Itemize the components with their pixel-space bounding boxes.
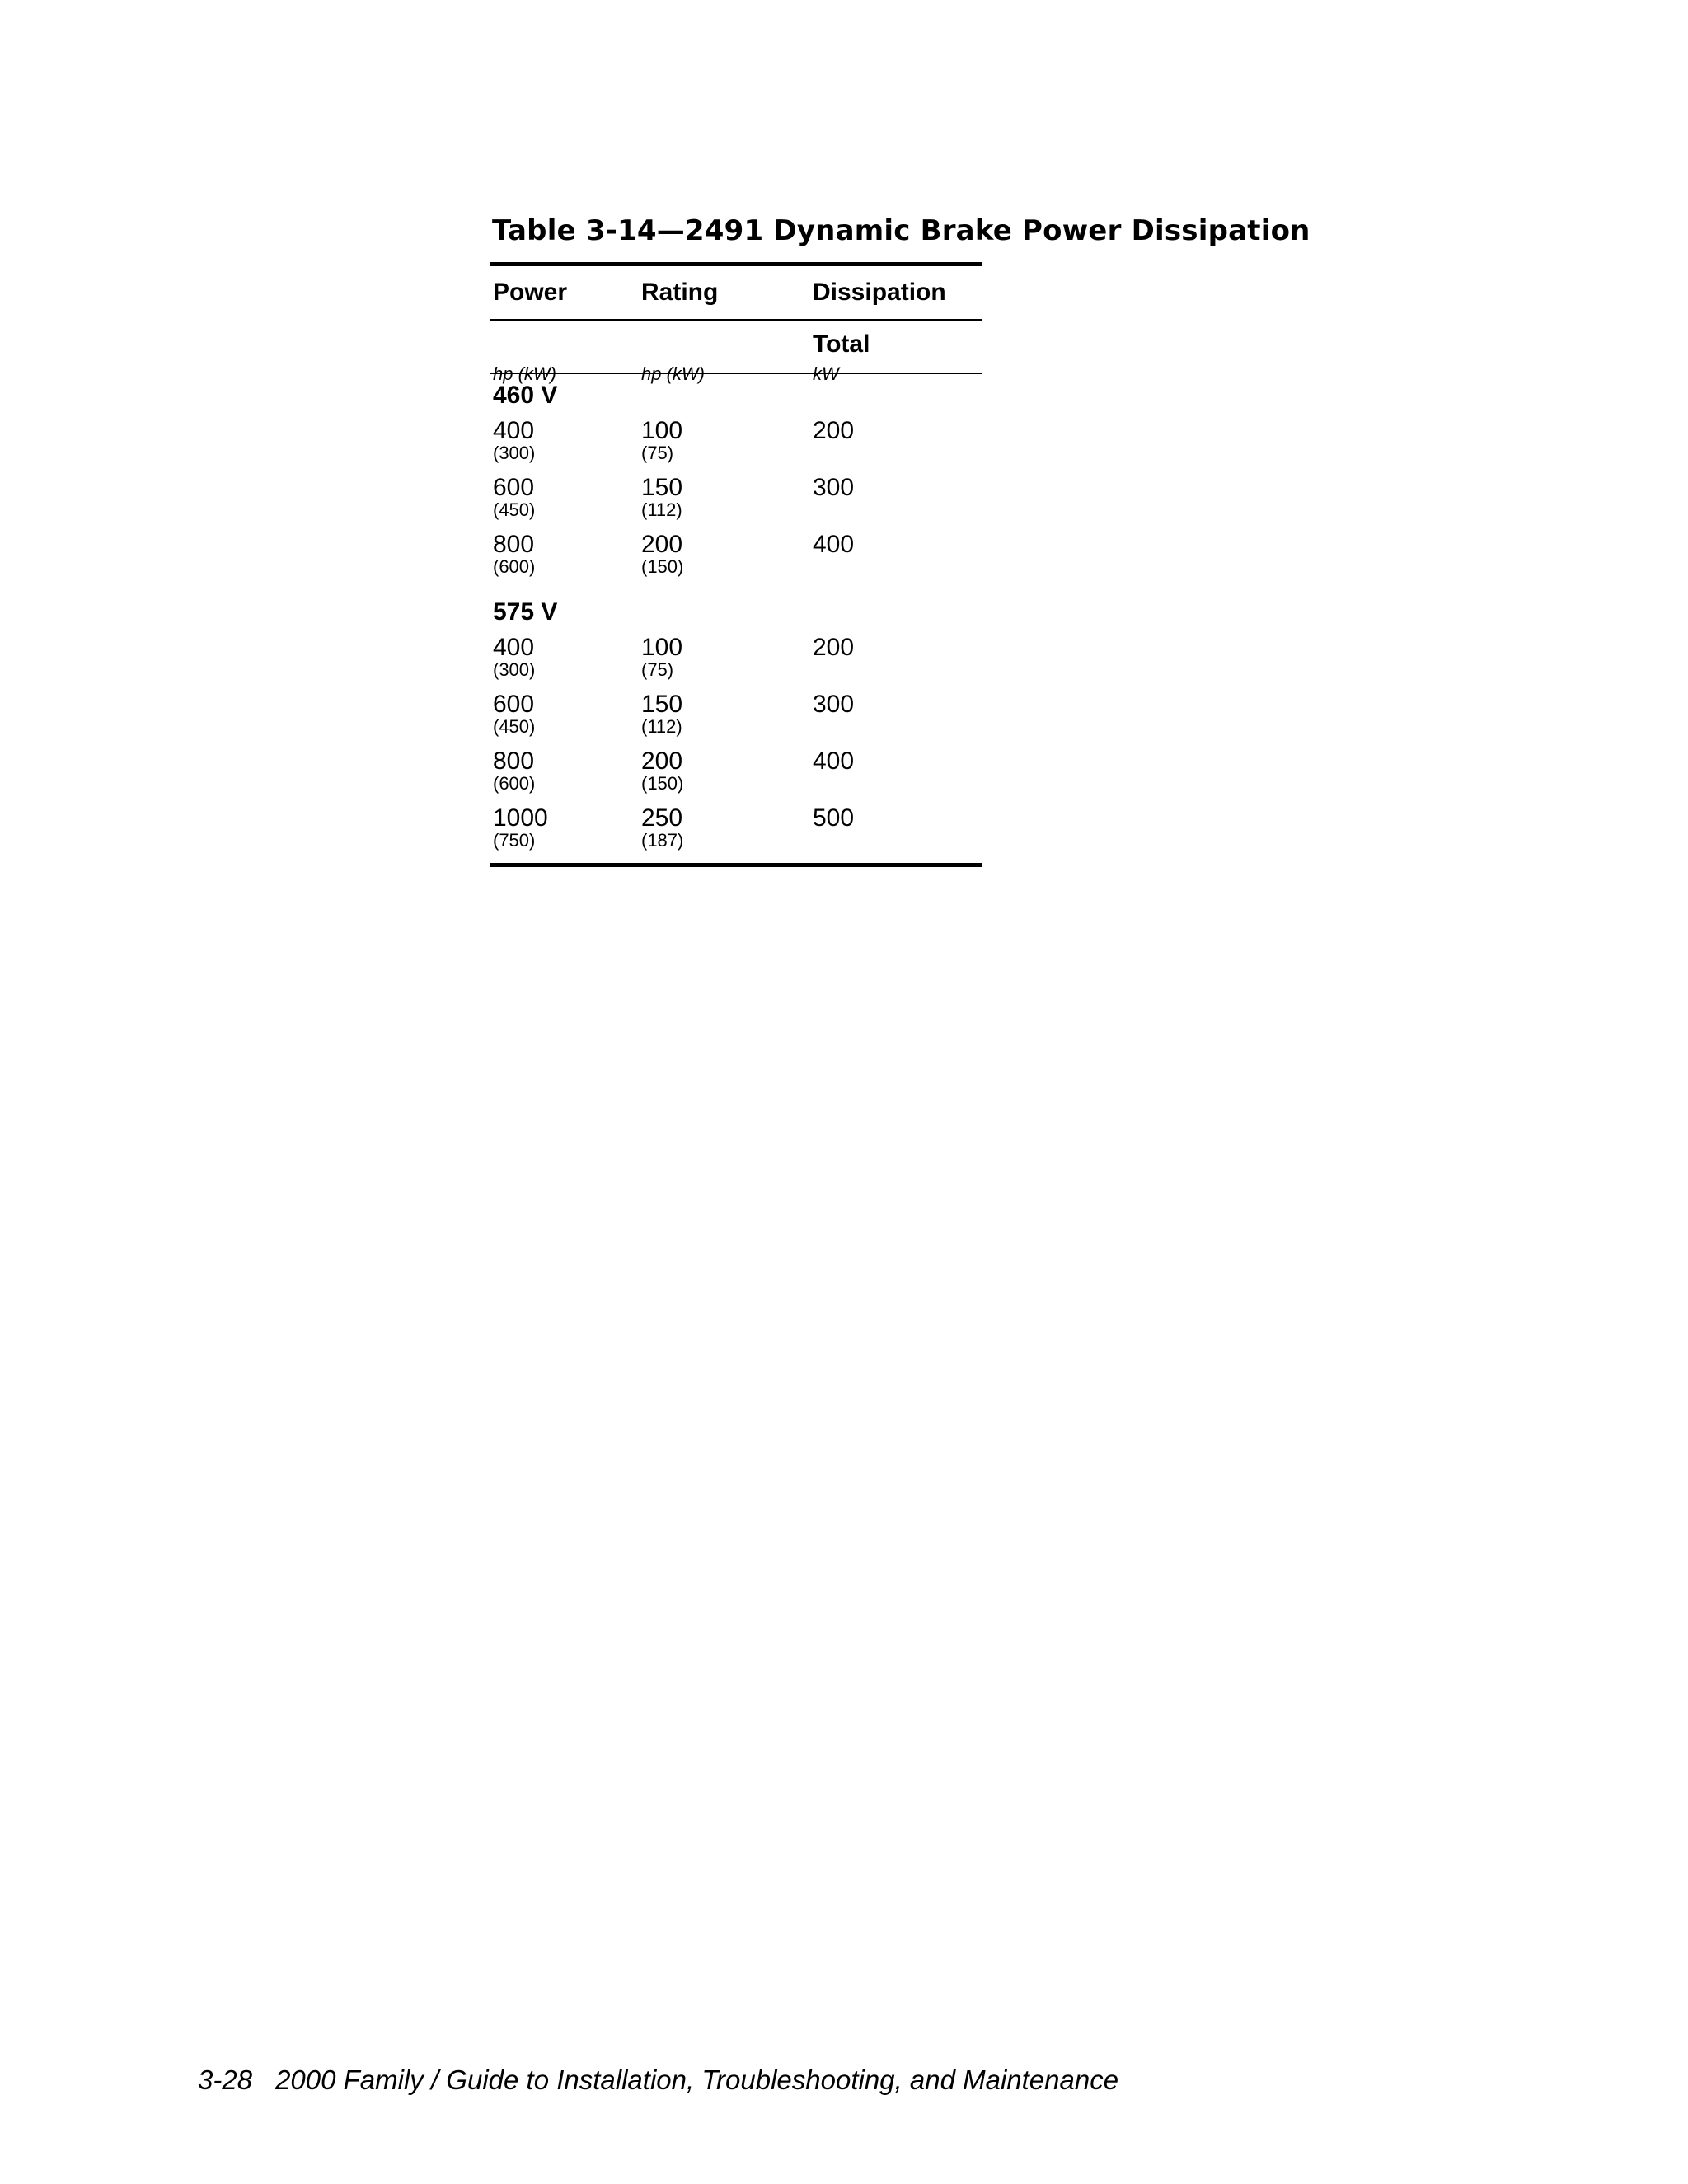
table-row: [490, 749, 982, 806]
table-header-row: [490, 266, 982, 319]
unit-rating: hp (kW): [641, 363, 705, 384]
cell-total: 200: [813, 417, 855, 444]
cell-power-kw: (300): [493, 443, 536, 463]
cell-rating-kw: (75): [641, 659, 674, 680]
table-row: [490, 476, 982, 532]
cell-power: 600: [493, 691, 535, 718]
subheader-total: Total: [813, 330, 870, 358]
cell-rating-kw: (112): [641, 716, 682, 737]
table-row: [490, 635, 982, 692]
cell-rating-kw: (75): [641, 443, 674, 463]
cell-rating: 150: [641, 691, 683, 718]
cell-power-kw: (600): [493, 556, 536, 577]
cell-rating: 250: [641, 804, 683, 832]
unit-power: hp (kW): [493, 363, 556, 384]
dissipation-table: [490, 262, 982, 867]
cell-total: 500: [813, 804, 855, 832]
cell-power-kw: (450): [493, 716, 536, 737]
cell-total: 300: [813, 691, 855, 718]
cell-rating: 100: [641, 417, 683, 444]
table-row: [490, 806, 982, 863]
cell-rating-kw: (187): [641, 830, 684, 851]
cell-power: 800: [493, 748, 535, 775]
header-rating: Rating: [641, 279, 719, 306]
units-row: [490, 363, 982, 385]
cell-rating: 150: [641, 474, 683, 501]
cell-rating: 200: [641, 748, 683, 775]
cell-rating: 100: [641, 634, 683, 661]
cell-total: 300: [813, 474, 855, 501]
cell-power: 400: [493, 634, 535, 661]
cell-power: 1000: [493, 804, 548, 832]
cell-power-kw: (450): [493, 499, 536, 520]
unit-total: kW: [813, 363, 839, 384]
cell-rating: 200: [641, 531, 683, 558]
table-title: Table 3-14—2491 Dynamic Brake Power Dissipation: [492, 214, 1311, 247]
table-row: [490, 419, 982, 476]
cell-rating-kw: (112): [641, 499, 682, 520]
footer-text: 2000 Family / Guide to Installation, Troubleshooting, and Maintenance: [275, 2064, 1119, 2095]
table-bottom-rule: [490, 863, 982, 867]
cell-total: 200: [813, 634, 855, 661]
table-row: [490, 692, 982, 749]
cell-rating-kw: (150): [641, 556, 684, 577]
cell-power: 800: [493, 531, 535, 558]
cell-power-kw: (300): [493, 659, 536, 680]
cell-total: 400: [813, 748, 855, 775]
cell-power-kw: (600): [493, 773, 536, 794]
group-label-575v: 575 V: [493, 598, 558, 626]
cell-rating-kw: (150): [641, 773, 684, 794]
table-row: [490, 532, 982, 589]
cell-power: 600: [493, 474, 535, 501]
cell-power: 400: [493, 417, 535, 444]
page-number: 3-28: [198, 2064, 253, 2095]
header-power: Power: [493, 279, 568, 306]
table-subheader: [490, 321, 982, 384]
page-footer: [198, 2064, 1118, 2096]
header-dissipation: Dissipation: [813, 279, 946, 306]
cell-power-kw: (750): [493, 830, 536, 851]
cell-total: 400: [813, 531, 855, 558]
group-label-460v: 460 V: [493, 382, 558, 409]
